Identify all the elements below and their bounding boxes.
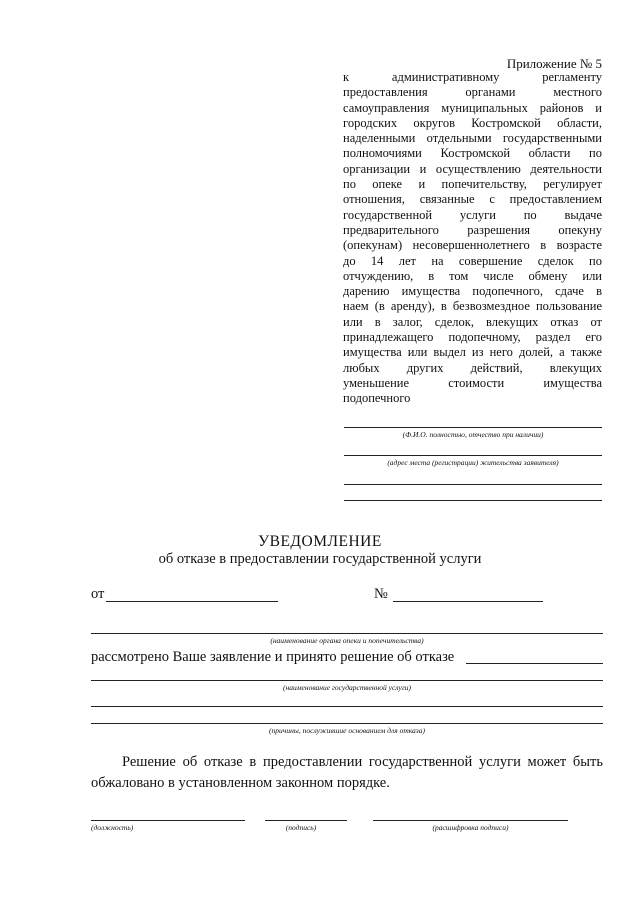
notice-title: УВЕДОМЛЕНИЕ [258, 533, 382, 550]
reasons-caption: (причины, послужившие основанием для отказа) [269, 726, 425, 735]
date-field[interactable] [106, 601, 278, 602]
signature-caption: (подпись) [285, 823, 317, 832]
appendix-line: государственной услуги по выдаче [343, 207, 602, 222]
appeal-text: Решение об отказе в предоставлении государственной услуги может быть обжаловано в установленном законном порядке. [91, 754, 603, 791]
appendix-line: отношения, связанные с предоставлением [343, 192, 602, 207]
address-caption: (адрес места (регистрации) жительства заявителя) [387, 458, 559, 467]
appendix-line: или в залог, сделок, влекущих отказ от [343, 314, 602, 329]
appendix-line: самоуправления муниципальных районов и [343, 100, 602, 115]
considered-text: рассмотрено Ваше заявление и принято решение об отказе [91, 649, 455, 665]
reasons-line-2[interactable] [91, 723, 603, 724]
signature-line[interactable] [265, 820, 347, 821]
appendix-line: любых других действий, влекущих [343, 360, 602, 375]
appendix-line: предварительного разрешения опекуну [343, 222, 602, 237]
appendix-line: к административному регламенту [343, 70, 602, 84]
appendix-line: подопечного [343, 391, 411, 406]
organ-line[interactable] [91, 633, 603, 634]
notice-subtitle: об отказе в предоставлении государственной услуги [158, 551, 482, 567]
appendix-line: городских округов Костромской области, [343, 115, 602, 130]
fio-caption: (Ф.И.О. полностью, отчество при наличии) [402, 430, 544, 439]
appendix-line: до 14 лет на совершение сделок по [343, 253, 602, 268]
appendix-line: принадлежащего подопечному, раздел его [343, 330, 602, 345]
service-caption: (наименование государственной услуги) [283, 683, 411, 692]
appendix-text [343, 70, 602, 407]
appendix-title: Приложение № 5 [506, 56, 602, 71]
fio-line[interactable] [344, 427, 602, 428]
address-line[interactable] [344, 455, 602, 456]
number-field[interactable] [393, 601, 543, 602]
appendix-line: уменьшение стоимости имущества [343, 375, 602, 390]
appendix-line: наделенными отдельными государственными [343, 131, 602, 146]
position-caption: (должность) [91, 823, 134, 832]
appendix-line: организации и осуществлению деятельности [343, 161, 602, 176]
address-line-2[interactable] [344, 484, 602, 485]
appendix-line: имущества или выдел из него долей, а также [343, 345, 602, 360]
from-label: от [91, 586, 105, 602]
organ-caption: (наименование органа опеки и попечительства) [270, 636, 424, 645]
appendix-line: (опекунам) несовершеннолетнего в возрасте [343, 238, 602, 253]
decoding-caption: (расшифровка подписи) [432, 823, 509, 832]
service-line[interactable] [91, 680, 603, 681]
appendix-line: полномочиями Костромской области по [343, 146, 602, 161]
appendix-line: дарению имущества подопечного, сдаче в [343, 284, 602, 299]
appendix-line: по опеке и попечительству, регулирует [343, 177, 602, 192]
appendix-line: отчуждению, в том числе обмену или [343, 268, 602, 283]
address-line-3[interactable] [344, 500, 602, 501]
number-label: № [374, 586, 388, 602]
appendix-line: предоставления органами местного [343, 85, 602, 100]
decoding-line[interactable] [373, 820, 568, 821]
position-line[interactable] [91, 820, 245, 821]
reasons-line-1[interactable] [91, 706, 603, 707]
appendix-line: наем (в аренду), в безвозмездное пользование [343, 299, 602, 314]
refusal-field[interactable] [466, 663, 603, 664]
